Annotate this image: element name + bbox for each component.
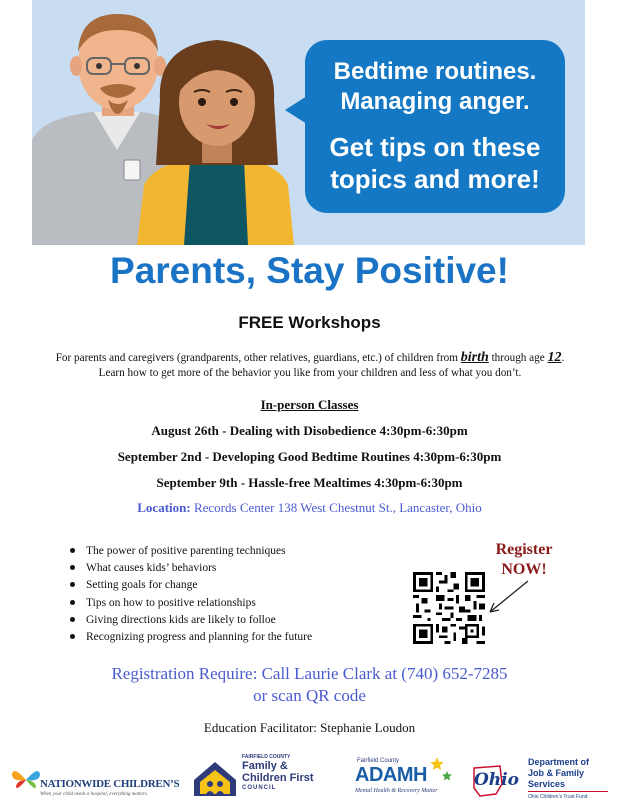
family-children-first-logo — [190, 754, 345, 800]
registration-info — [0, 663, 619, 707]
intro-text-part: For parents and caregivers (grandparents, other relatives, guardians, etc.) of children from — [55, 352, 461, 364]
location-label: Location: — [137, 500, 191, 515]
list-item: Recognizing progress and planning for the future — [70, 629, 312, 646]
bubble-line-4: topics and more! — [330, 164, 540, 194]
intro-text-part: . — [561, 352, 565, 364]
list-item: What causes kids’ behaviors — [70, 560, 312, 577]
arrow-icon — [482, 578, 532, 618]
location-line — [0, 500, 619, 516]
topics-list — [70, 543, 312, 646]
facilitator-line: Education Facilitator: Stephanie Loudon — [203, 720, 416, 735]
page-subtitle: FREE Workshops — [238, 313, 381, 332]
intro-birth-emphasis: birth — [460, 350, 489, 365]
intro-age-emphasis: 12 — [547, 350, 562, 365]
adamh-logo — [353, 756, 463, 802]
adamh-name: ADAMH — [355, 764, 427, 786]
location-value: Records Center 138 West Chestnut St., Lancaster, Ohio — [190, 500, 482, 515]
fcfc-line-1: Family & — [242, 760, 288, 772]
fcfc-county: FAIRFIELD COUNTY — [242, 754, 291, 760]
butterfly-icon — [10, 764, 42, 796]
bubble-line-1: Bedtime routines. — [333, 58, 537, 85]
fcfc-line-3: COUNCIL — [242, 785, 277, 791]
ohio-jfs-line-3: Services — [528, 779, 566, 789]
registration-line-1: Registration Require: Call Laurie Clark at (740) 652-7285 — [111, 664, 508, 683]
class-item: September 2nd - Developing Good Bedtime Routines 4:30pm-6:30pm — [117, 449, 502, 464]
ohio-jfs-logo — [470, 754, 615, 804]
intro-text — [20, 350, 600, 381]
list-item: Giving directions kids are likely to folloe — [70, 612, 312, 629]
page-title: Parents, Stay Positive! — [110, 250, 509, 291]
hero-banner — [32, 0, 585, 245]
classes-heading: In-person Classes — [260, 397, 359, 412]
nationwide-tagline: When your child needs a hospital, everything matters. — [40, 792, 148, 797]
register-line-1: Register — [495, 541, 553, 558]
star-icon — [441, 770, 453, 782]
register-now-callout — [484, 540, 564, 580]
adamh-county: Fairfield County — [357, 758, 400, 764]
qr-code[interactable] — [413, 572, 485, 644]
bubble-line-2: Managing anger. — [340, 88, 530, 115]
ohio-jfs-line-2: Job & Family — [528, 768, 585, 778]
ohio-jfs-line-1: Department of — [528, 757, 590, 767]
intro-text-part: through age — [488, 352, 548, 364]
list-item: Setting goals for change — [70, 577, 312, 594]
list-item: Tips on how to positive relationships — [70, 595, 312, 612]
speech-bubble — [305, 40, 565, 213]
registration-line-2: or scan QR code — [253, 686, 366, 705]
intro-line-2: Learn how to get more of the behavior you like from your children and less of what you don’t. — [98, 367, 522, 379]
nationwide-name: NATIONWIDE CHILDREN’S — [40, 778, 180, 790]
nationwide-childrens-logo — [10, 764, 180, 804]
sponsor-logos — [0, 750, 619, 806]
ohio-script: Ohio — [474, 770, 519, 790]
ohio-divider — [528, 791, 608, 792]
speech-bubble-tail — [285, 96, 307, 124]
register-line-2: NOW! — [501, 561, 547, 578]
class-item: August 26th - Dealing with Disobedience 4:30pm-6:30pm — [151, 423, 468, 438]
fcfc-line-2: Children First — [242, 772, 314, 784]
list-item: The power of positive parenting techniques — [70, 543, 312, 560]
adamh-tagline: Mental Health & Recovery Matter — [355, 788, 438, 794]
class-item: September 9th - Hassle-free Mealtimes 4:30pm-6:30pm — [156, 475, 463, 490]
bubble-line-3: Get tips on these — [329, 132, 541, 162]
house-icon — [190, 758, 240, 798]
ohio-tagline: Ohio Children’s Trust Fund — [528, 794, 588, 800]
